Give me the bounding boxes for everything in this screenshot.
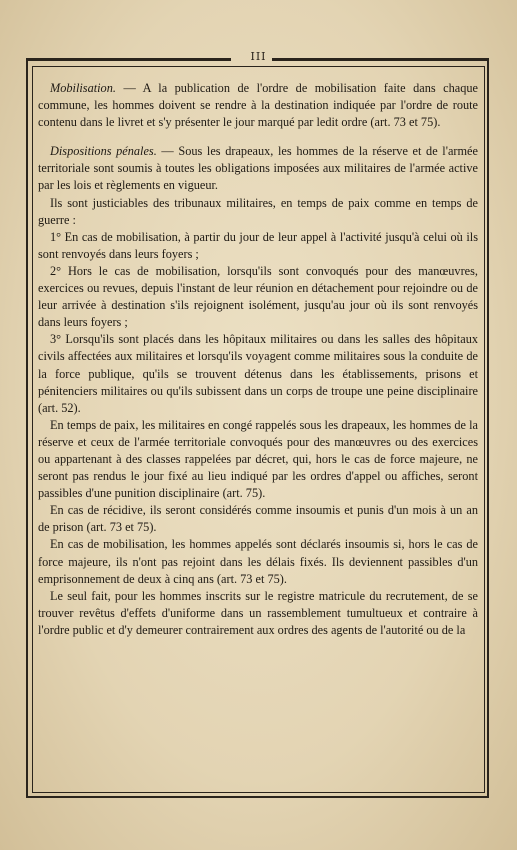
paragraph: 2° Hors le cas de mobilisation, lorsqu'ils sont convoqués pour des manœuvres, exercices ou revues, depuis l'instant de leur réunion en détachement pour rejoindre ou de leur arrivée à destination s'ils rejoignent isolément, jusqu'au jour où ils sont renvoyés dans leurs foyers ; bbox=[38, 263, 478, 330]
paragraph-mobilisation: Mobilisation. — A la publication de l'ordre de mobilisation faite dans chaque commune, les hommes doivent se rendre à la destination indiquée par l'ordre de route contenu dans le livret et s'y présenter le jour marqué par ledit ordre (art. 73 et 75). bbox=[38, 81, 478, 130]
paragraph: En cas de récidive, ils seront considérés comme insoumis et punis d'un mois à un an de prison (art. 73 et 75). bbox=[38, 503, 478, 535]
paragraph-dispositions-penales: Dispositions pénales. — Sous les drapeaux, les hommes de la réserve et de l'armée territoriale sont soumis à toutes les obligations imposées aux militaires de l'armée active par les lois et règlements en vigueur. bbox=[38, 144, 478, 193]
page-number: III bbox=[250, 50, 267, 63]
text-body bbox=[38, 80, 478, 639]
heading-mobilisation: Mobilisation. bbox=[50, 81, 116, 95]
paragraph: Ils sont justiciables des tribunaux militaires, en temps de paix comme en temps de guerre : bbox=[38, 195, 478, 227]
paragraph: Le seul fait, pour les hommes inscrits sur le registre matricule du recrutement, de se trouver revêtus d'effets d'uniforme dans un rassemblement tumultueux et contraire à l'ordre public et d'y demeurer contrairement aux ordres des agents de l'autorité ou de la bbox=[38, 588, 478, 637]
paragraph: En temps de paix, les militaires en congé rappelés sous les drapeaux, les hommes de la réserve et ceux de l'armée territoriale convoqués pour des manœuvres ou des exercices ou appartenant à des classes rappelées par décret, qui, hors le cas de force majeure, ne seront pas rendus le jour fixé au lieu indiqué par les ordres d'appel ou affiches, seront passibles d'une punition disciplinaire (art. 75). bbox=[38, 417, 478, 501]
paragraph: 1° En cas de mobilisation, à partir du jour de leur appel à l'activité jusqu'à celui où ils sont renvoyés dans leurs foyers ; bbox=[38, 229, 478, 261]
heading-dispositions-penales: Dispositions pénales. bbox=[50, 144, 157, 159]
paragraph: 3° Lorsqu'ils sont placés dans les hôpitaux militaires ou dans les salles des hôpitaux civils affectées aux militaires et lorsqu'ils voyagent comme militaires sous la conduite de la force publique, qu'ils se trouvent détenus dans les établissements, prisons et pénitenciers militaires ou qu'ils subissent dans un corps de troupe une peine disciplinaire (art. 52). bbox=[38, 332, 478, 415]
paragraph: En cas de mobilisation, les hommes appelés sont déclarés insoumis si, hors le cas de force majeure, ils n'ont pas rejoint dans les délais fixés. Ils deviennent passibles d'un emprisonnement de deux à cinq ans (art. 73 et 75). bbox=[38, 537, 478, 586]
